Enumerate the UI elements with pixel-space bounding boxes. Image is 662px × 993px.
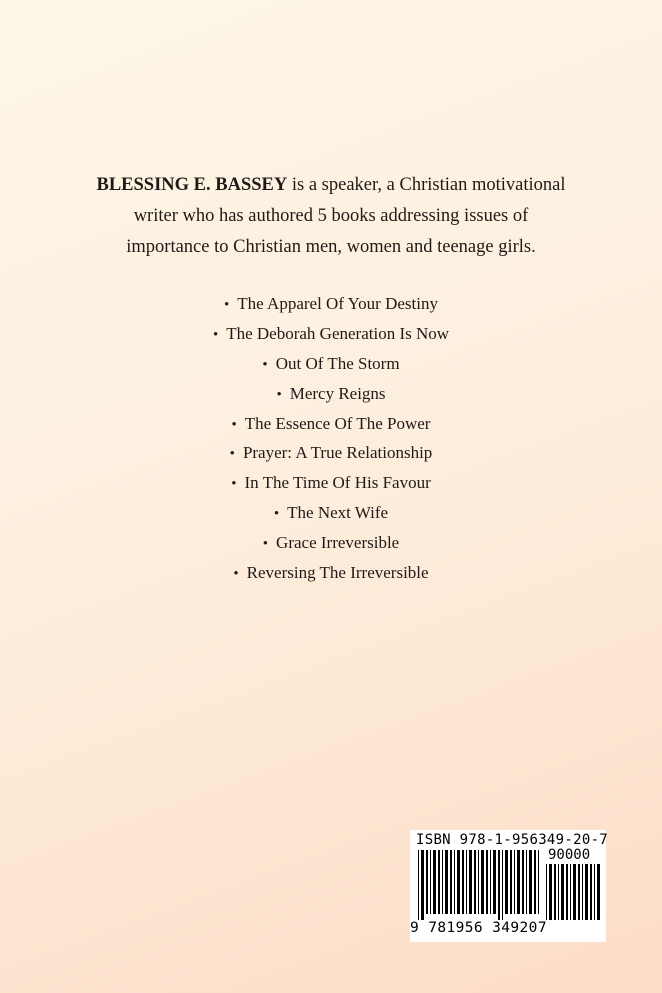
book-list-item xyxy=(0,468,662,498)
book-list xyxy=(0,289,662,588)
book-list-item xyxy=(0,558,662,588)
book-list-item xyxy=(0,528,662,558)
bullet-icon: • xyxy=(231,476,237,493)
book-list-item xyxy=(0,319,662,349)
book-title: The Deborah Generation Is Now xyxy=(226,323,450,343)
book-title: The Essence Of The Power xyxy=(244,413,431,433)
barcode-addon-digits: 90000 xyxy=(548,847,591,863)
author-bio xyxy=(90,170,572,263)
book-list-item xyxy=(0,379,662,409)
book-list-item xyxy=(0,289,662,319)
isbn-label: ISBN 978-1-956349-20-7 xyxy=(416,832,609,848)
book-title: In The Time Of His Favour xyxy=(244,473,431,493)
book-list-item xyxy=(0,438,662,468)
bullet-icon: • xyxy=(229,446,235,463)
author-name: BLESSING E. BASSEY xyxy=(96,175,288,195)
bullet-icon: • xyxy=(231,416,237,433)
book-title: Mercy Reigns xyxy=(289,383,386,403)
book-list-item xyxy=(0,409,662,439)
bullet-icon: • xyxy=(273,506,280,523)
ean-digits: 9 781956 349207 xyxy=(410,920,547,936)
book-list-item xyxy=(0,349,662,379)
book-title: Out Of The Storm xyxy=(275,353,400,373)
bullet-icon: • xyxy=(224,297,230,313)
book-list-item xyxy=(0,498,662,528)
bullet-icon: • xyxy=(262,356,268,373)
isbn-barcode xyxy=(410,830,609,942)
book-title: The Next Wife xyxy=(287,503,389,523)
book-title: Reversing The Irreversible xyxy=(246,563,429,583)
barcode-addon-bars xyxy=(546,864,600,928)
book-title: The Apparel Of Your Destiny xyxy=(237,294,438,313)
book-title: Grace Irreversible xyxy=(276,533,400,553)
bullet-icon: • xyxy=(276,386,282,403)
bullet-icon: • xyxy=(262,536,269,553)
barcode-bars xyxy=(418,850,542,922)
bullet-icon: • xyxy=(233,566,239,583)
book-title: Prayer: A True Relationship xyxy=(242,443,433,463)
author-bio-text: is a speaker, a Christian motivational writer who has authored 5 books addressing issues of importance to Christian men, women and teenage girls. xyxy=(126,175,566,257)
bullet-icon: • xyxy=(212,326,219,343)
